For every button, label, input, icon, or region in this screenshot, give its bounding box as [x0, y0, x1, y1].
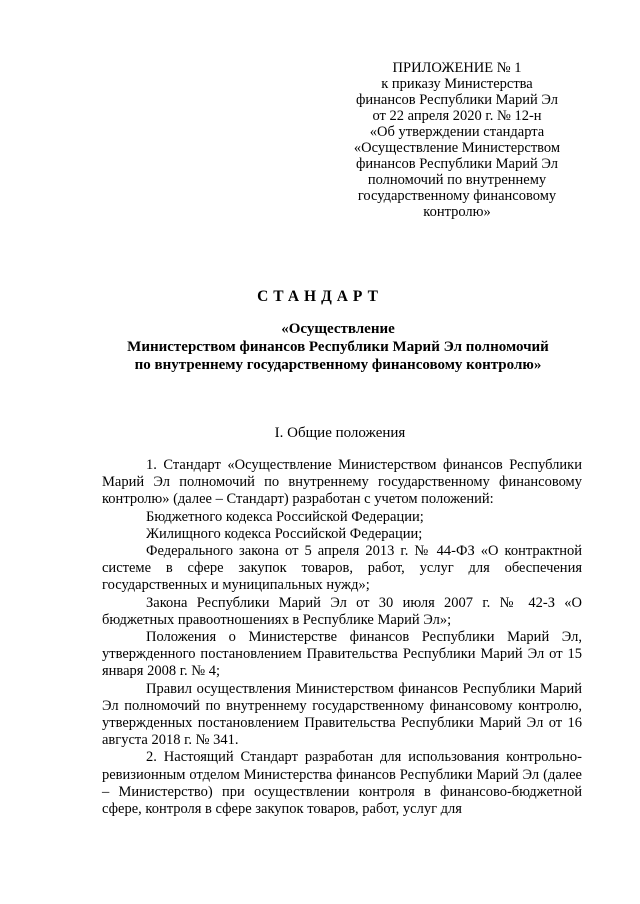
paragraph: 2. Настоящий Стандарт разработан для использования контрольно-ревизионным отделом Министерства финансов Республики Марий Эл (далее – Министерство) при осуществлении контроля в финансово-бюджетной сфере, контроля в сфере закупок товаров, работ, услуг для — [102, 749, 582, 818]
document-body — [102, 457, 582, 818]
document-subtitle — [100, 320, 576, 374]
paragraph: Бюджетного кодекса Российской Федерации; — [146, 508, 424, 525]
paragraph: Закона Республики Марий Эл от 30 июля 2007 г. № 42-З «О бюджетных правоотношениях в Республике Марий Эл»; — [102, 594, 582, 628]
paragraph: Федерального закона от 5 апреля 2013 г. № 44-ФЗ «О контрактной системе в сфере закупок товаров, работ, услуг для обеспечения государственных и муниципальных нужд»; — [102, 543, 582, 594]
subtitle-line: по внутреннему государственному финансовому контролю» — [134, 357, 542, 373]
appendix-line: контролю» — [423, 204, 491, 220]
paragraph: Правил осуществления Министерством финансов Республики Марий Эл полномочий по внутреннему государственному финансовому контролю, утвержденных постановлением Правительства Республики Марий Эл от 16 августа 2018 г. № 341. — [102, 680, 582, 749]
appendix-line: «Об утверждении стандарта — [369, 124, 545, 140]
appendix-line: «Осуществление Министерством — [353, 140, 561, 156]
section-heading: I. Общие положения — [274, 425, 406, 441]
document-title: СТАНДАРТ — [257, 288, 383, 305]
appendix-line: финансов Республики Марий Эл — [356, 156, 558, 172]
appendix-block — [330, 60, 584, 220]
paragraph: 1. Стандарт «Осуществление Министерством финансов Республики Марий Эл полномочий по внутреннему государственному финансовому контролю» (далее – Стандарт) разработан с учетом положений: — [102, 457, 582, 508]
appendix-line: государственному финансовому — [357, 188, 557, 204]
paragraph: Жилищного кодекса Российской Федерации; — [146, 525, 423, 542]
subtitle-line: Министерством финансов Республики Марий Эл полномочий — [127, 339, 549, 355]
subtitle-line: «Осуществление — [281, 321, 395, 337]
appendix-line: к приказу Министерства — [381, 76, 533, 92]
appendix-line: полномочий по внутреннему — [367, 172, 547, 188]
appendix-line: ПРИЛОЖЕНИЕ № 1 — [392, 60, 522, 76]
appendix-line: от 22 апреля 2020 г. № 12-н — [372, 108, 542, 124]
appendix-line: финансов Республики Марий Эл — [356, 92, 558, 108]
paragraph: Положения о Министерстве финансов Республики Марий Эл, утвержденного постановлением Правительства Республики Марий Эл от 15 января 2008 г. № 4; — [102, 629, 582, 680]
